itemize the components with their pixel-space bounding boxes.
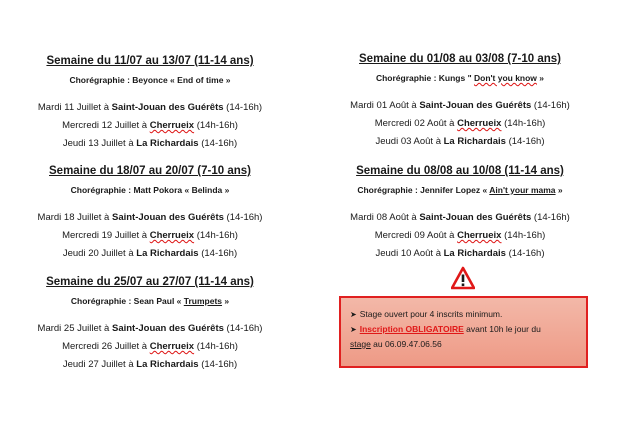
place-name: Saint-Jouan des Guérêts — [419, 212, 532, 223]
session-row: Mardi 25 Juillet à Saint-Jouan des Guérêts (14-16h) — [37, 323, 263, 334]
place-name: Saint-Jouan des Guérêts — [419, 100, 532, 111]
session-row: Mardi 01 Août à Saint-Jouan des Guérêts (14-16h) — [350, 100, 570, 111]
session-row: Mercredi 26 Juillet à Cherrueix (14h-16h) — [62, 341, 238, 352]
week-title: Semaine du 08/08 au 10/08 (11-14 ans) — [356, 165, 564, 177]
week-block-2 — [0, 165, 300, 263]
session-row: Mercredi 02 Août à Cherrueix (14h-16h) — [374, 118, 546, 129]
place-name: Cherrueix — [149, 120, 195, 131]
place-name: Cherrueix — [457, 118, 502, 129]
place-name: La Richardais — [136, 138, 199, 149]
session-row: Mercredi 09 Août à Cherrueix (14h-16h) — [374, 230, 546, 241]
place-name: Saint-Jouan des Guérêts — [111, 323, 224, 334]
choreography-line: Chorégraphie : Matt Pokora « Belinda » — [70, 185, 230, 195]
session-row: Jeudi 20 Juillet à La Richardais (14-16h) — [62, 248, 238, 259]
session-row: Jeudi 10 Août à La Richardais (14-16h) — [375, 248, 545, 259]
week-block-1 — [0, 55, 300, 153]
session-list — [0, 320, 300, 374]
week-block-4 — [310, 53, 610, 151]
choreography-line: Chorégraphie : Sean Paul « Trumpets » — [70, 296, 230, 306]
arrow-bullet-icon: ➤ — [350, 325, 357, 334]
session-row: Mardi 08 Août à Saint-Jouan des Guérêts (14-16h) — [350, 212, 570, 223]
session-row: Mardi 18 Juillet à Saint-Jouan des Guérêts (14-16h) — [37, 212, 263, 223]
song-title: Don't you know — [473, 73, 537, 83]
phone-number: au 06.09.47.06.56 — [370, 339, 442, 349]
session-row: Mercredi 12 Juillet à Cherrueix (14h-16h) — [62, 120, 238, 131]
week-title: Semaine du 11/07 au 13/07 (11-14 ans) — [46, 55, 254, 67]
place-name: La Richardais — [136, 248, 199, 259]
song-title: Belinda — [191, 185, 223, 195]
week-block-3 — [0, 276, 300, 374]
place-name: La Richardais — [443, 136, 506, 147]
registration-notice — [339, 296, 588, 368]
song-title: Trumpets — [183, 296, 223, 306]
song-title: End of time — [177, 75, 224, 85]
notice-line-registration: ➤ Inscription OBLIGATOIRE avant 10h le jour du — [350, 324, 541, 334]
place-name: La Richardais — [136, 359, 199, 370]
session-row: Jeudi 27 Juillet à La Richardais (14-16h) — [62, 359, 238, 370]
week-title: Semaine du 18/07 au 20/07 (7-10 ans) — [49, 165, 251, 177]
choreography-line: Chorégraphie : Beyonce « End of time » — [69, 75, 231, 85]
choreography-line: Chorégraphie : Kungs " Don't you know » — [375, 73, 545, 83]
session-list — [310, 209, 610, 263]
session-row: Mardi 11 Juillet à Saint-Jouan des Guérêts (14-16h) — [37, 102, 263, 113]
session-row: Jeudi 03 Août à La Richardais (14-16h) — [375, 136, 545, 147]
session-list — [0, 209, 300, 263]
notice-line-phone: stage au 06.09.47.06.56 — [350, 339, 442, 349]
registration-required-label: Inscription OBLIGATOIRE — [359, 324, 464, 334]
place-name: La Richardais — [443, 248, 506, 259]
session-row: Mercredi 19 Juillet à Cherrueix (14h-16h) — [62, 230, 238, 241]
song-title: Ain't your mama — [489, 185, 556, 195]
session-list — [310, 97, 610, 151]
warning-triangle-icon — [451, 266, 475, 290]
week-title: Semaine du 01/08 au 03/08 (7-10 ans) — [359, 53, 561, 65]
week-block-5 — [310, 165, 610, 263]
place-name: Saint-Jouan des Guérêts — [111, 102, 224, 113]
place-name: Cherrueix — [457, 230, 502, 241]
session-list — [0, 99, 300, 153]
place-name: Saint-Jouan des Guérêts — [111, 212, 224, 223]
place-name: Cherrueix — [149, 230, 195, 241]
place-name: Cherrueix — [149, 341, 195, 352]
session-row: Jeudi 13 Juillet à La Richardais (14-16h) — [62, 138, 238, 149]
arrow-bullet-icon: ➤ — [350, 310, 357, 319]
choreography-line: Chorégraphie : Jennifer Lopez « Ain't your mama » — [357, 185, 563, 195]
notice-line-minimum: ➤ Stage ouvert pour 4 inscrits minimum. — [350, 309, 503, 319]
week-title: Semaine du 25/07 au 27/07 (11-14 ans) — [46, 276, 254, 288]
